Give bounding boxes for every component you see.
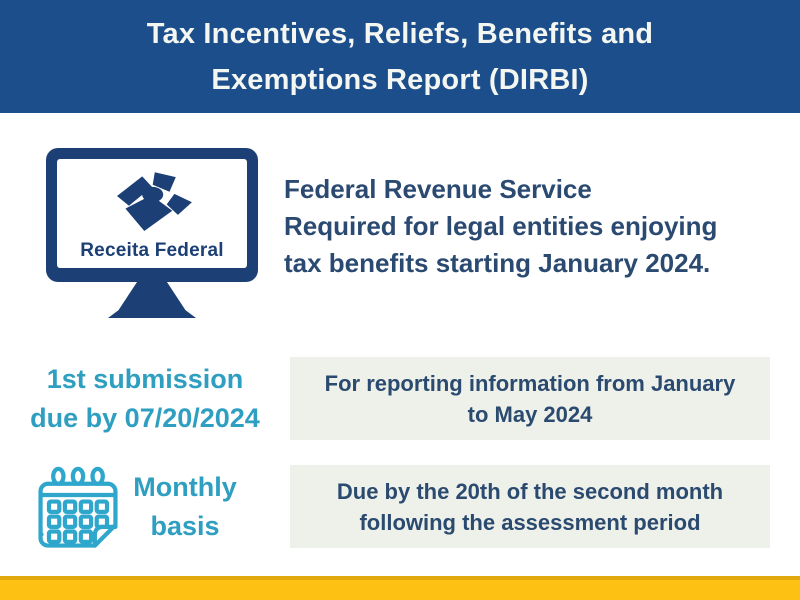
monthly-basis-detail-text: Due by the 20th of the second month following the assessment period [336,478,724,535]
page-title-line1: Tax Incentives, Reliefs, Benefits and [146,17,654,50]
intro-line3: tax benefits starting January 2024. [284,248,711,278]
monitor-screen [57,159,247,268]
monthly-basis-detail-box [290,465,770,548]
page-title-line2: Exemptions Report (DIRBI) [211,63,589,96]
intro-line1: Federal Revenue Service [284,174,592,204]
first-submission-label [6,360,284,438]
monthly-basis-line1: Monthly [133,472,237,502]
first-submission-detail-text: For reporting information from January to May 2024 [324,370,736,427]
monitor-icon [46,148,258,320]
first-submission-detail-box [290,357,770,440]
receita-federal-label: Receita Federal [80,240,224,261]
monitor-stand [108,282,196,318]
bottom-accent-bar [0,576,800,600]
monthly-basis-line2: basis [150,511,220,541]
first-submission-line2: due by 07/20/2024 [30,403,260,433]
first-submission-line1: 1st submission [46,364,244,394]
monthly-basis-label [122,468,248,546]
title-banner [0,0,800,113]
intro-description [284,171,789,282]
intro-line2: Required for legal entities enjoying [284,211,718,241]
calendar-icon [34,464,122,556]
receita-federal-logo-icon [104,168,200,238]
